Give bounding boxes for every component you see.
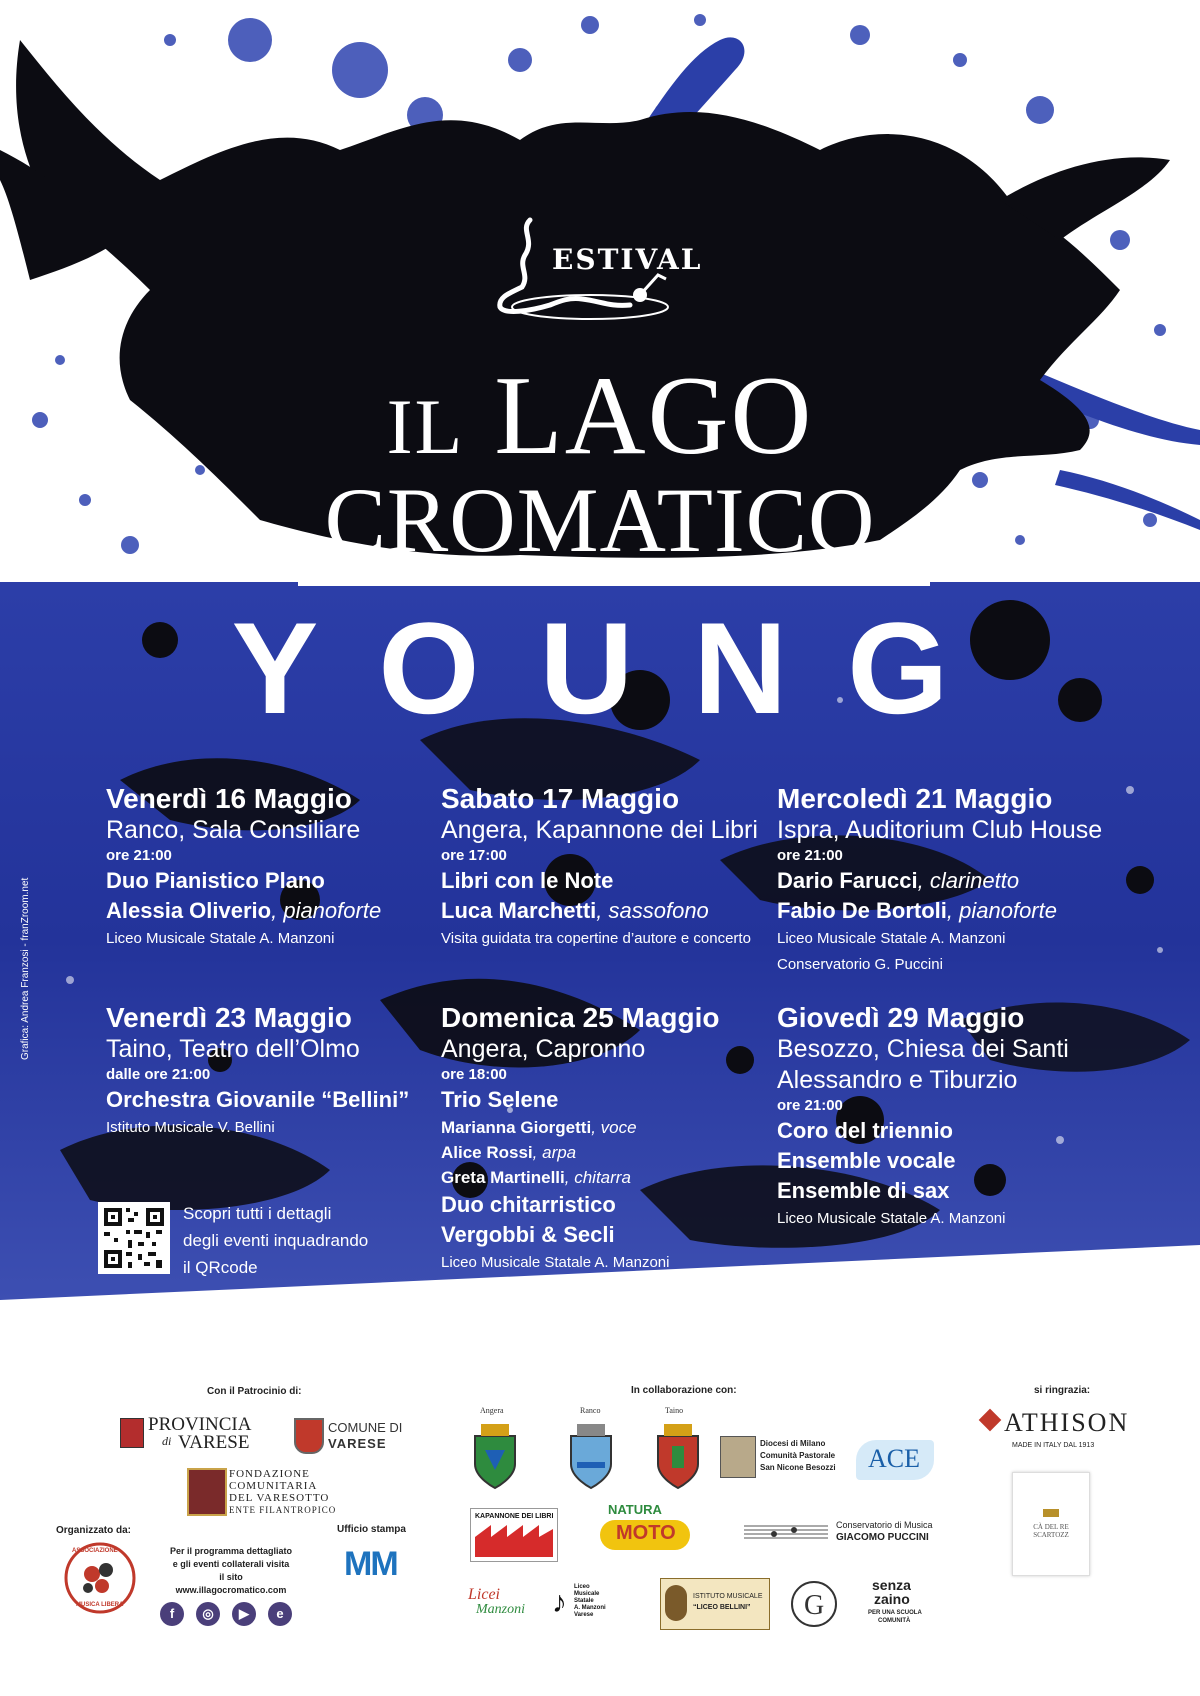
event-4 [106,1001,409,1141]
event-6 [777,1001,1069,1232]
fondazione-emblem-icon [187,1468,227,1516]
event-2 [441,782,758,952]
event-date: Sabato 17 Maggio [441,783,680,814]
event-date: Giovedì 29 Maggio [777,1002,1025,1033]
svg-text:G: G [804,1590,825,1621]
natura-moto-logo: NATURA MOTO [600,1500,690,1562]
title-cromatico: CROMATICO [324,469,876,571]
event-3 [777,782,1102,978]
title-line-1 [0,354,1200,483]
event-place: Ranco, Sala Consiliare [106,816,361,844]
diocesi-logo: Diocesi di Milano Comunità Pastorale San Nicone Besozzi [720,1436,840,1478]
event-performer: Libri con le Note [441,868,614,893]
event-place: Angera, Kapannone dei Libri [441,816,758,844]
conservatorio-logo: Conservatorio di Musica GIACOMO PUCCINI [744,1518,934,1548]
event-performer: Dario Farucci, clarinetto [777,868,1020,893]
bellini-portrait-icon [665,1585,687,1621]
social-links [160,1602,304,1626]
festival-word: ESTIVAL [552,243,703,276]
event-time: ore 21:00 [777,847,843,864]
qr-code[interactable] [98,1202,170,1274]
athison-mark-icon [979,1409,1002,1432]
comune-varese-logo: COMUNE DI VARESE [294,1412,404,1456]
licei-manzoni-logo: Licei Manzoni [468,1586,525,1617]
diocesi-icon [720,1436,756,1478]
facebook-icon[interactable]: f [160,1602,184,1626]
event-time: ore 21:00 [777,1097,843,1114]
youtube-icon[interactable]: ▶ [232,1602,256,1626]
organizzato-header: Organizzato da: [56,1525,132,1536]
collaborazione-header: In collaborazione con: [631,1385,737,1396]
event-performer: Coro del triennio [777,1118,953,1143]
event-performer: Orchestra Giovanile “Bellini” [106,1087,410,1112]
event-date: Venerdì 23 Maggio [106,1002,352,1033]
instagram-icon[interactable]: ◎ [196,1602,220,1626]
senza-zaino-logo: senza zaino PER UNA SCUOLA COMUNITÀ [868,1577,922,1624]
event-place: Angera, Capronno [441,1035,646,1063]
taino-crest-icon [650,1422,706,1492]
mm-press-logo: MM [344,1545,397,1583]
event-member: Marianna Giorgetti, voce [441,1118,637,1137]
event-member: Greta Martinelli, chitarra [441,1168,631,1187]
provincia-varese-logo: PROVINCIA di VARESE [120,1414,260,1454]
qr-caption: Scopri tutti i dettagli degli eventi inquadrando il QRcode [183,1204,369,1277]
liceo-bellini-logo: ISTITUTO MUSICALE “LICEO BELLINI” [660,1578,770,1630]
fondazione-logo: FONDAZIONE COMUNITARIA DEL VARESOTTO ENTE FILANTROPICO [187,1468,347,1516]
title-lago: LAGO [494,354,814,478]
event-date: Venerdì 16 Maggio [106,783,352,814]
event-school: Liceo Musicale Statale A. Manzoni [441,1254,670,1271]
event-performer: Alessia Oliverio, pianoforte [106,898,382,923]
event-time: dalle ore 21:00 [106,1066,211,1083]
event-place: Alessandro e Tiburzio [777,1066,1018,1094]
ranco-crest-icon [563,1422,619,1492]
town-labels: Angera Ranco Taino [480,1406,684,1415]
event-school: Istituto Musicale V. Bellini [106,1119,275,1136]
festival-logo [490,215,720,335]
ca-del-re-logo: CÀ DEL RE SCARTOZZ [1012,1472,1090,1576]
ufficio-header: Ufficio stampa [337,1524,406,1535]
event-time: ore 17:00 [441,847,507,864]
event-school: Liceo Musicale Statale A. Manzoni [777,1210,1006,1227]
event-date: Domenica 25 Maggio [441,1002,720,1033]
event-date: Mercoledì 21 Maggio [777,783,1053,814]
associazione-musica-libera-logo: ASSOCIAZIONE MUSICA LIBERA [62,1540,138,1616]
event-school: Liceo Musicale Statale A. Manzoni [106,930,335,947]
music-note-icon: ♪ [552,1586,567,1619]
angera-crest-icon [467,1422,523,1492]
event-5 [441,1001,720,1276]
event-time: ore 21:00 [106,847,172,864]
event-performer: Trio Selene [441,1087,559,1112]
event-performer: Ensemble di sax [777,1178,950,1203]
crown-icon [1043,1509,1059,1517]
website-link[interactable]: www.illagocromatico.com [175,1585,287,1595]
liceo-musicale-logo: ♪ Liceo Musicale Statale A. Manzoni Varese [552,1584,606,1619]
event-1 [106,782,381,952]
event-performer: Luca Marchetti, sassofono [441,898,709,923]
event-performer: Ensemble vocale [777,1148,956,1173]
event-place: Ispra, Auditorium Club House [777,816,1103,844]
event-performer: Vergobbi & Secli [441,1222,615,1247]
web-icon[interactable]: e [268,1602,292,1626]
comune-crest-icon [294,1418,324,1454]
event-performer: Duo chitarristico [441,1192,616,1217]
event-school: Conservatorio G. Puccini [777,956,943,973]
music-staff-icon [744,1522,828,1544]
event-place: Taino, Teatro dell’Olmo [106,1035,360,1063]
event-performer: Fabio De Bortoli, pianoforte [777,898,1057,923]
istituto-g-emblem-icon [784,1574,844,1630]
graphic-credit: Grafica: Andrea Franzosi - franZroom.net [20,877,31,1060]
program-info: Per il programma dettagliato e gli eventi collaterali visita il sito www.illagocromatico.com [156,1545,306,1597]
event-school: Liceo Musicale Statale A. Manzoni [777,930,1006,947]
event-performer: Duo Pianistico Plano [106,868,325,893]
event-school: Visita guidata tra copertine d’autore e concerto [441,930,751,947]
kapannone-logo: KAPANNONE DEI LIBRI [470,1508,558,1562]
ace-logo: ACE [856,1432,936,1486]
title-young: YOUNG [231,595,1009,741]
event-time: ore 18:00 [441,1066,507,1083]
event-member: Alice Rossi, arpa [441,1143,577,1162]
title-divider [298,582,930,586]
athison-logo: ATHISON MADE IN ITALY DAL 1913 [980,1408,1150,1452]
provincia-crest-icon [120,1418,144,1448]
kapannone-roof-icon [475,1525,553,1557]
patrocinio-header: Con il Patrocinio di: [207,1386,302,1397]
title-il: IL [386,383,465,470]
qr-code-icon [98,1202,170,1274]
event-place: Besozzo, Chiesa dei Santi [777,1035,1069,1063]
istituto-g-logo [784,1574,844,1630]
ringrazia-header: si ringrazia: [1034,1385,1091,1396]
